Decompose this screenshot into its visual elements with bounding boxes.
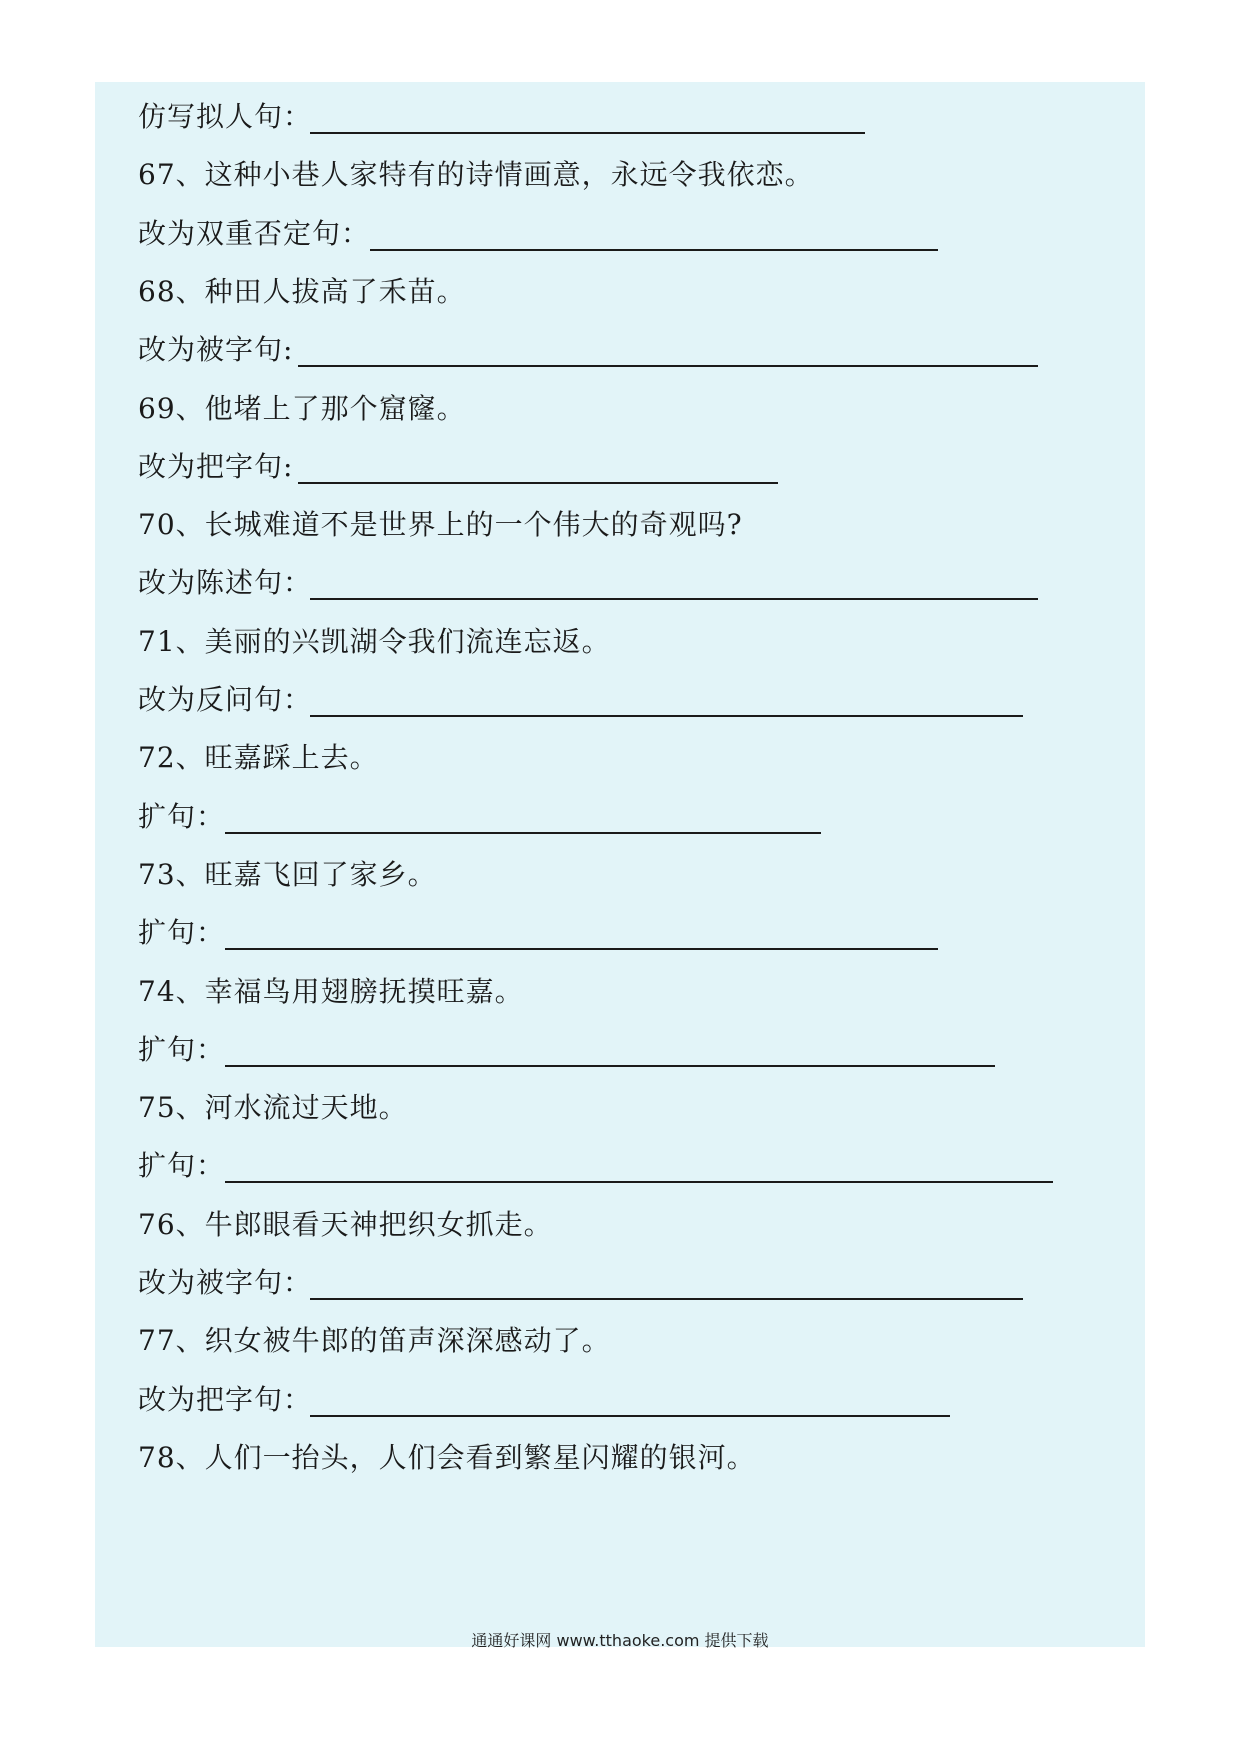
answer-blank[interactable] [225,1065,995,1067]
instruction-line: 仿写拟人句： [138,100,313,133]
answer-blank[interactable] [225,832,821,834]
instruction-line: 扩句： [138,1032,226,1066]
instruction-line: 改为把字句： [138,1382,313,1416]
exercise-sentence: 77、织女被牛郎的笛声深深感动了。 [138,1324,611,1358]
exercise-sentence: 73、旺嘉飞回了家乡。 [138,857,437,891]
exercise-sentence: 71、美丽的兴凯湖令我们流连忘返。 [138,624,611,658]
answer-blank[interactable] [225,948,938,950]
instruction-line: 扩句： [138,799,226,833]
exercise-sentence: 76、牛郎眼看天神把织女抓走。 [138,1207,553,1241]
instruction-line: 改为反问句： [138,683,313,716]
instruction-line: 改为把字句: [138,449,294,483]
instruction-line: 改为陈述句： [138,566,313,600]
answer-blank[interactable] [310,1298,1023,1300]
instruction-line: 扩句： [138,1149,226,1183]
exercise-sentence: 72、旺嘉踩上去。 [138,741,379,775]
page-footer: 通通好课网 www.tthaoke.com 提供下载 [471,1631,769,1650]
instruction-line: 改为被字句： [138,1266,313,1299]
exercise-sentence: 68、种田人拔高了禾苗。 [138,274,466,308]
instruction-line: 改为被字句: [138,333,294,367]
exercise-sentence: 70、长城难道不是世界上的一个伟大的奇观吗? [138,508,743,542]
answer-blank[interactable] [370,249,938,251]
answer-blank[interactable] [298,365,1038,367]
answer-blank[interactable] [225,1181,1053,1183]
exercise-sentence: 75、河水流过天地。 [138,1091,408,1125]
answer-blank[interactable] [310,715,1023,717]
answer-blank[interactable] [310,1415,950,1417]
instruction-line: 改为双重否定句： [138,216,371,250]
exercise-sentence: 69、他堵上了那个窟窿。 [138,391,466,425]
answer-blank[interactable] [298,482,778,484]
answer-blank[interactable] [310,132,865,134]
exercise-sentence: 74、幸福鸟用翅膀抚摸旺嘉。 [138,974,524,1008]
instruction-line: 扩句： [138,916,226,950]
exercise-sentence: 78、人们一抬头，人们会看到繁星闪耀的银河。 [138,1440,756,1474]
answer-blank[interactable] [310,598,1038,600]
exercise-sentence: 67、这种小巷人家特有的诗情画意，永远令我依恋。 [138,158,814,192]
